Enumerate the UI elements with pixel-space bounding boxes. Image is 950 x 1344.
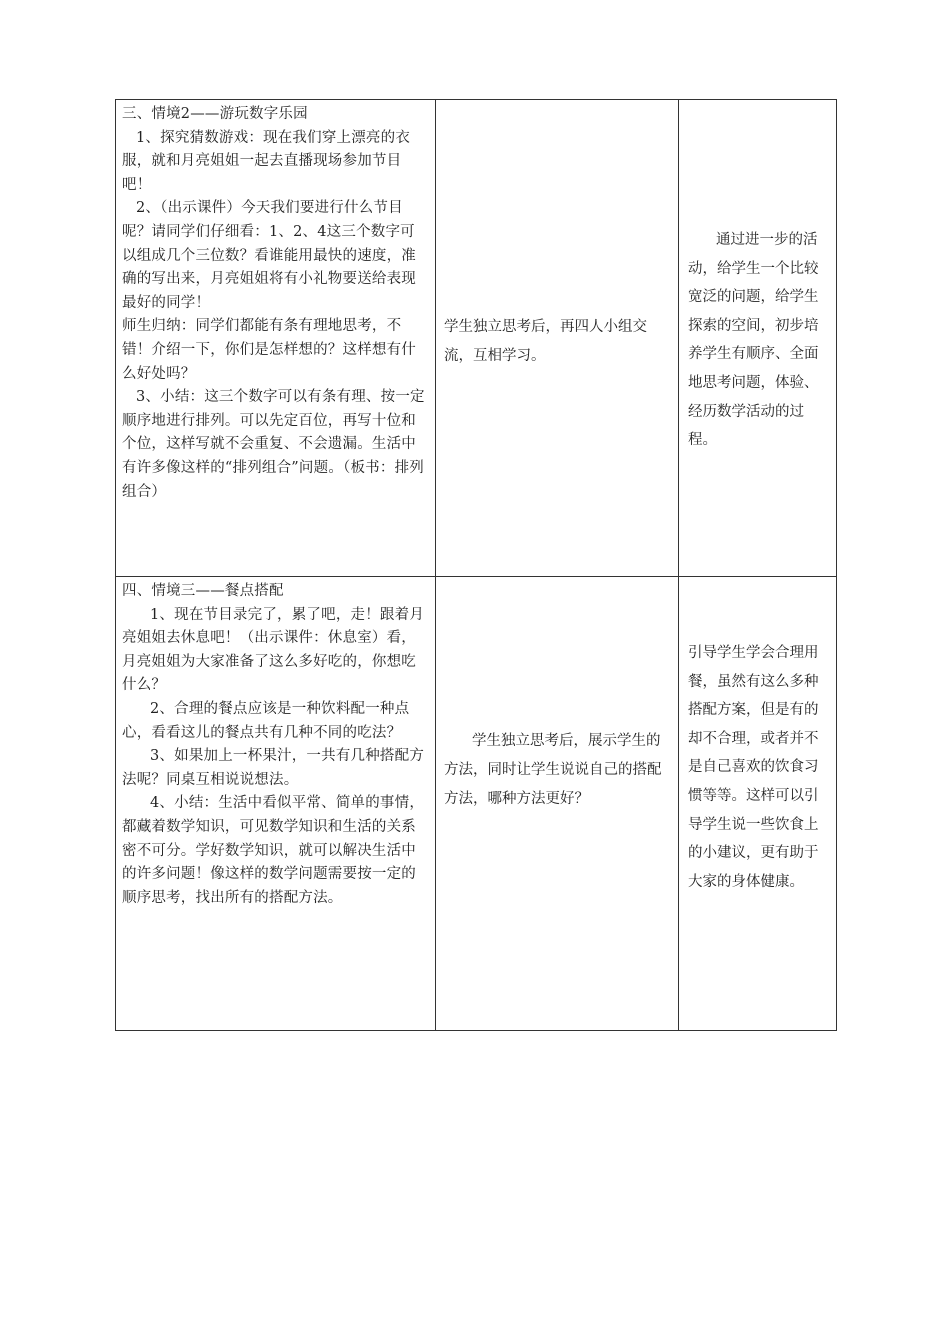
- paragraph: 4、小结：生活中看似平常、简单的事情，都藏着数学知识，可见数学知识和生活的关系密不可分。学好数学知识，就可以解决生活中的许多问题！像这样的数学问题需要按一定的顺序思考，找出所有的搭配方法。: [122, 795, 425, 906]
- paragraph: 3、如果加上一杯果汁，一共有几种搭配方法呢？同桌互相说说想法。: [122, 748, 425, 788]
- student-activity-text: 学生独立思考后，展示学生的方法，同时让学生说说自己的搭配方法，哪种方法更好？: [444, 733, 662, 807]
- paragraph: 2、（出示课件）今天我们要进行什么节目呢？请同学们仔细看：1、2、4这三个数字可以组成几个三位数？看谁能用最快的速度，准确的写出来，月亮姐姐将有小礼物要送给表现最好的同学！: [122, 200, 416, 311]
- table-row: [116, 577, 837, 1031]
- section-heading: 四、情境三——餐点搭配: [122, 583, 284, 599]
- paragraph: 2、合理的餐点应该是一种饮料配一种点心，看看这儿的餐点共有几种不同的吃法？: [122, 700, 410, 741]
- student-activity-cell: [436, 100, 679, 577]
- teacher-activity-cell: [116, 100, 436, 577]
- design-intent-cell: [679, 577, 837, 1031]
- paragraph: 1、现在节目录完了，累了吧，走！跟着月亮姐姐去休息吧！（出示课件：休息室）看，月亮姐姐为大家准备了这么多好吃的，你想吃什么？: [122, 606, 425, 694]
- student-activity-text: 学生独立思考后，再四人小组交流，互相学习。: [444, 319, 647, 364]
- design-intent-text: 引导学生学会合理用餐，虽然有这么多种搭配方案，但是有的却不合理，或者并不是自己喜欢的饮食习惯等等。这样可以引导学生说一些饮食上的小建议，更有助于大家的身体健康。: [688, 645, 819, 890]
- design-intent-cell: [679, 100, 837, 577]
- teacher-activity-cell: [116, 577, 436, 1031]
- table-row: [116, 100, 837, 577]
- design-intent-text: 通过进一步的活动，给学生一个比较宽泛的问题，给学生探索的空间，初步培养学生有顺序、全面地思考问题，体验、经历数学活动的过程。: [688, 232, 819, 449]
- paragraph: 师生归纳：同学们都能有条有理地思考，不错！介绍一下，你们是怎样想的？这样想有什么好处吗？: [122, 318, 416, 382]
- section-heading: 三、情境2——游玩数字乐园: [122, 106, 308, 122]
- lesson-plan-table: [115, 99, 837, 1031]
- paragraph: 3、小结：这三个数字可以有条有理、按一定顺序地进行排列。可以先定百位，再写十位和个位，这样写就不会重复、不会遗漏。生活中有许多像这样的“排列组合”问题。（板书：排列组合）: [122, 389, 425, 500]
- paragraph: 1、探究猜数游戏：现在我们穿上漂亮的衣服，就和月亮姐姐一起去直播现场参加节目吧！: [122, 129, 411, 193]
- student-activity-cell: [436, 577, 679, 1031]
